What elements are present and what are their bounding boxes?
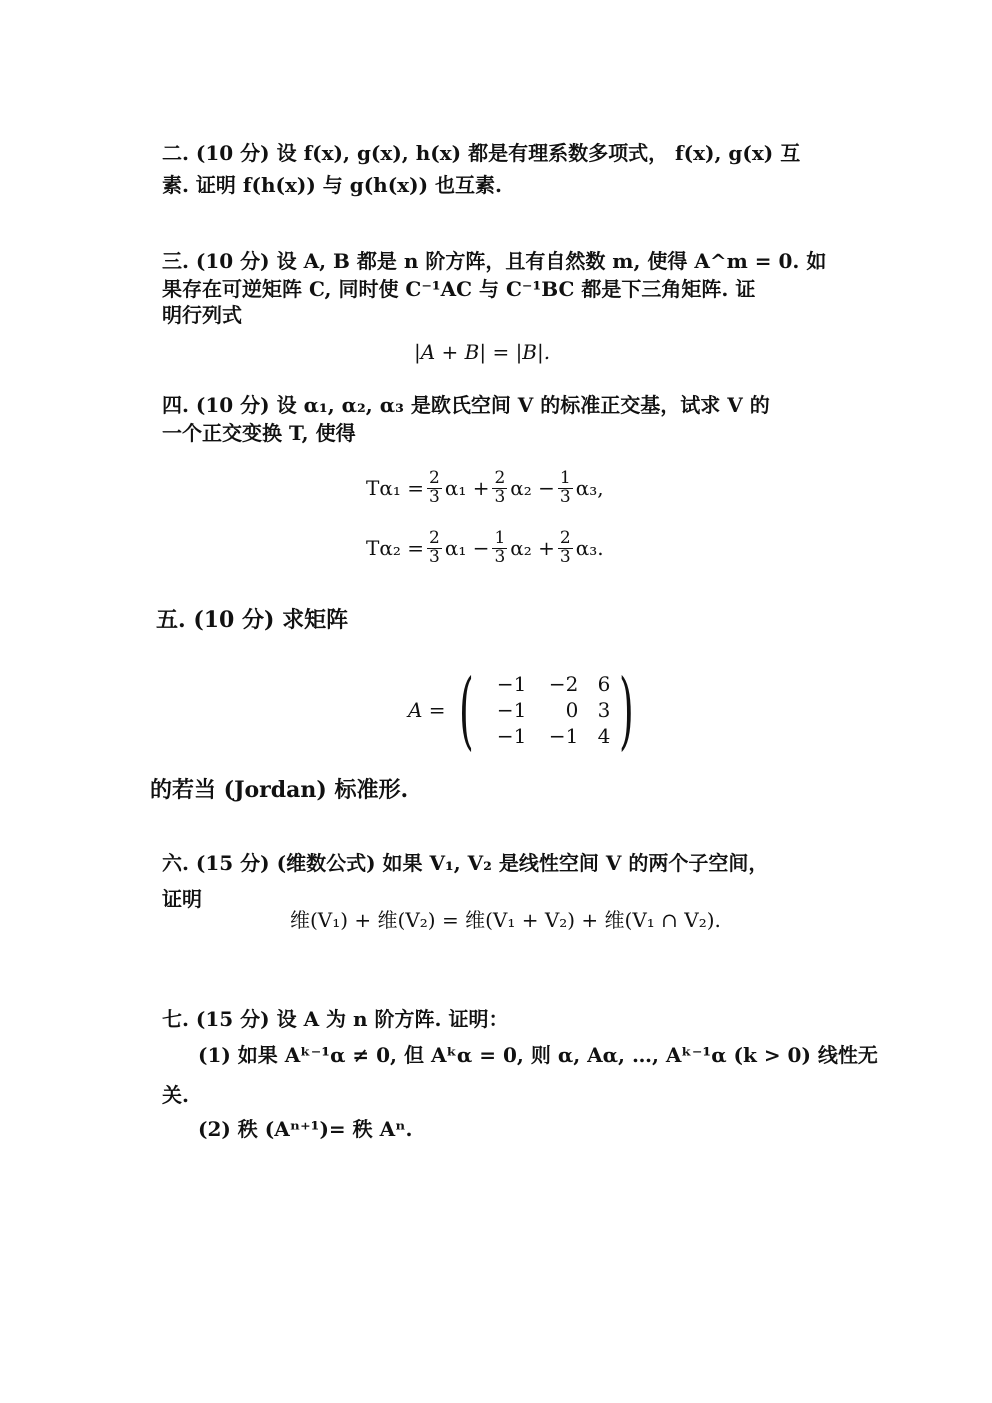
eq1-frac-1: $\frac{2}{3}$ [428, 468, 440, 507]
eq2-lhs: Tα₂ = [366, 536, 424, 561]
problem-5-line-2: 的若当 (Jordan) 标准形. [150, 777, 409, 803]
problem-4-line-2: 一个正交变换 T, 使得 [162, 421, 356, 445]
eq2-term-2: α₂ + [510, 536, 555, 561]
problem-6-line-1: 六. (15 分) (维数公式) 如果 V₁, V₂ 是线性空间 V 的两个子空间， [162, 851, 769, 875]
matrix-label: A = [408, 698, 446, 722]
problem-3-line-1: 三. (10 分) 设 A, B 都是 n 阶方阵，且有自然数 m, 使得 A^m = 0. 如 [162, 249, 827, 273]
matrix-cell: −1 [496, 698, 527, 722]
eq1-term-3: α₃, [575, 476, 604, 501]
problem-6-formula: 维(V₁) + 维(V₂) = 维(V₁ + V₂) + 维(V₁ ∩ V₂). [290, 908, 721, 932]
matrix-cell: 4 [597, 724, 611, 748]
problem-2-line-1: 二. (10 分) 设 f(x), g(x), h(x) 都是有理系数多项式， f(x), g(x) 互 [162, 141, 801, 165]
matrix-cell: −2 [548, 672, 579, 696]
eq2-term-3: α₃. [575, 536, 604, 561]
problem-7-line-2: (1) 如果 Aᵏ⁻¹α ≠ 0, 但 Aᵏα = 0, 则 α, Aα, …, Aᵏ⁻¹α (k > 0) 线性无 [198, 1043, 878, 1067]
matrix-cell: −1 [496, 724, 527, 748]
eq1-term-2: α₂ − [510, 476, 555, 501]
matrix-right-paren: ) [619, 661, 635, 759]
problem-3-line-3: 明行列式 [162, 303, 242, 327]
problem-3-line-2: 果存在可逆矩阵 C, 同时使 C⁻¹AC 与 C⁻¹BC 都是下三角矩阵. 证 [162, 277, 756, 301]
matrix-cell: −1 [496, 672, 527, 696]
eq1-term-1: α₁ + [444, 476, 490, 501]
matrix-cell: −1 [548, 724, 579, 748]
matrix-left-paren: ( [458, 661, 474, 759]
matrix-cell: 0 [565, 698, 579, 722]
problem-7-line-1: 七. (15 分) 设 A 为 n 阶方阵. 证明： [162, 1007, 509, 1031]
eq2-frac-1: $\frac{2}{3}$ [428, 528, 440, 567]
eq1-frac-3: $\frac{1}{3}$ [559, 468, 571, 507]
problem-7-line-4: (2) 秩 (Aⁿ⁺¹)= 秩 Aⁿ. [198, 1117, 413, 1141]
problem-5-matrix [408, 661, 643, 759]
problem-7-line-3: 关. [162, 1083, 189, 1107]
problem-6-line-2: 证明 [162, 887, 202, 911]
matrix-cell: 3 [597, 698, 611, 722]
matrix-grid [482, 672, 610, 748]
matrix-cell: 6 [597, 672, 611, 696]
problem-3-formula: |A + B| = |B|. [414, 340, 551, 364]
problem-5-line-1: 五. (10 分) 求矩阵 [156, 607, 349, 633]
eq2-frac-3: $\frac{2}{3}$ [559, 528, 571, 567]
eq1-lhs: Tα₁ = [366, 476, 424, 501]
problem-4-equation-2 [366, 530, 604, 567]
eq2-term-1: α₁ − [444, 536, 490, 561]
problem-2-line-2: 素. 证明 f(h(x)) 与 g(h(x)) 也互素. [162, 173, 502, 197]
eq1-frac-2: $\frac{2}{3}$ [494, 468, 506, 507]
problem-4-equation-1 [366, 470, 604, 507]
problem-4-line-1: 四. (10 分) 设 α₁, α₂, α₃ 是欧氏空间 V 的标准正交基，试求 V 的 [162, 393, 770, 417]
eq2-frac-2: $\frac{1}{3}$ [494, 528, 506, 567]
